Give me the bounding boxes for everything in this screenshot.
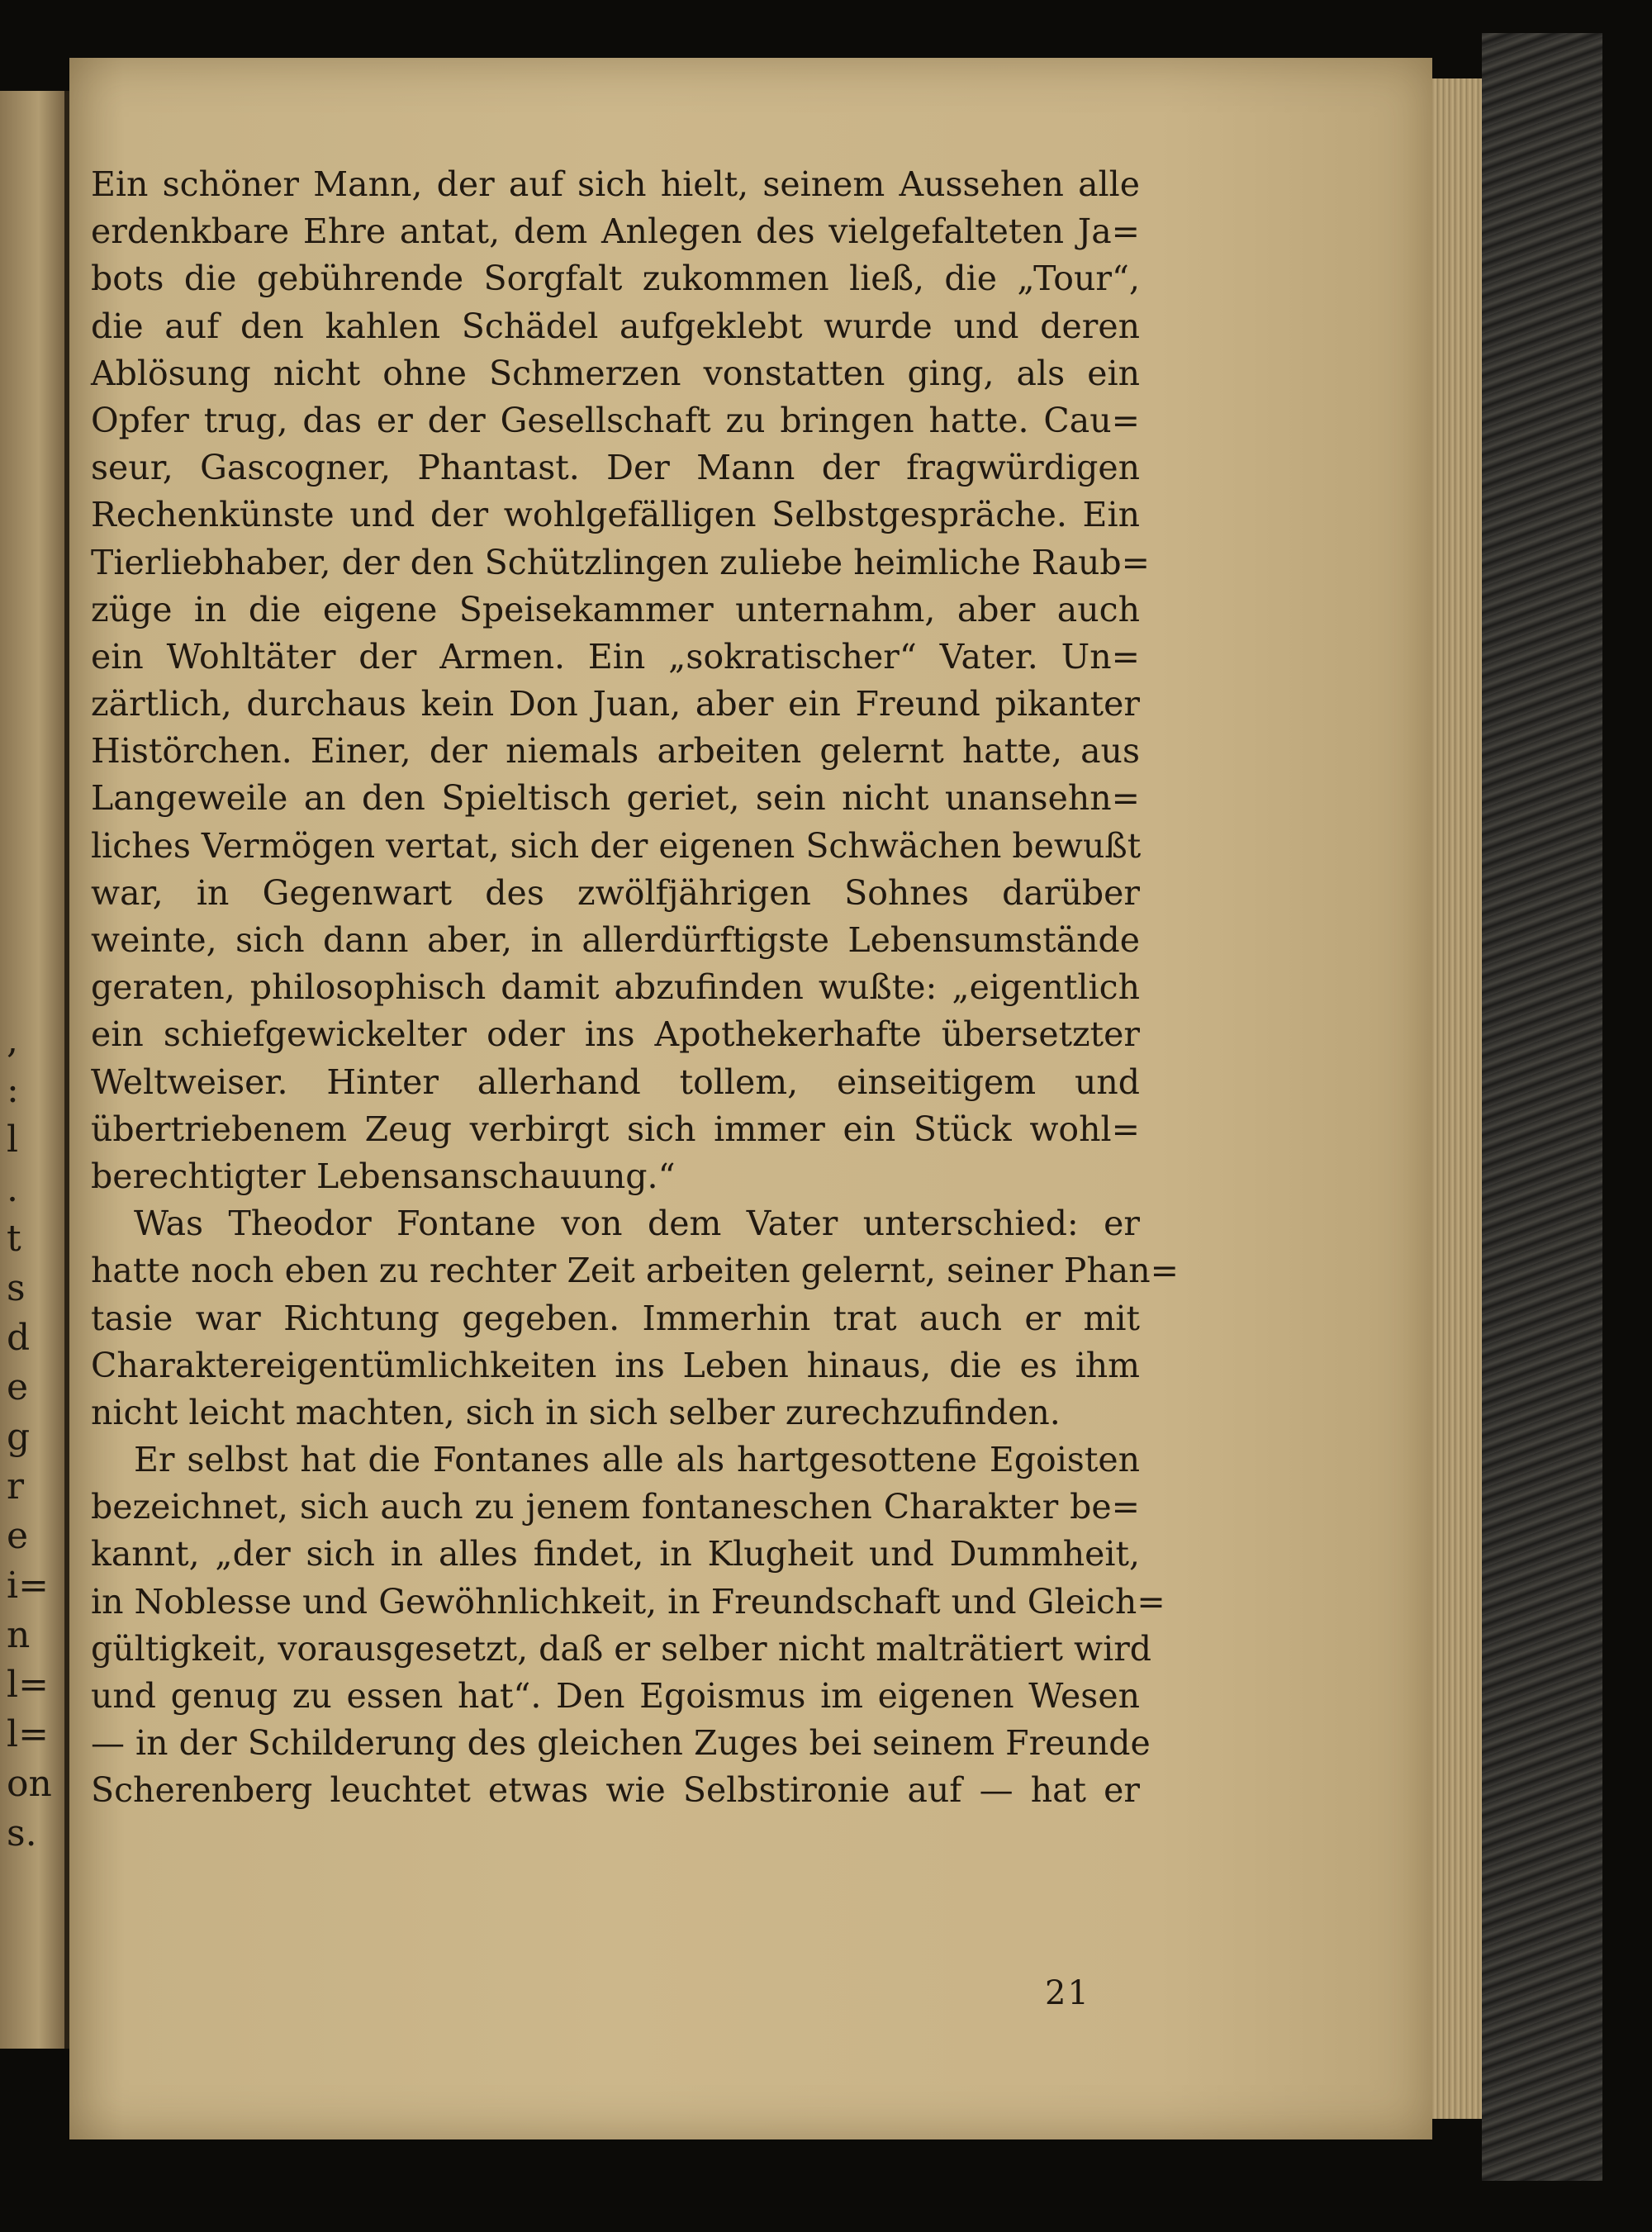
text-line: Rechenkünste und der wohlgefälligen Selbstgespräche. Ein [91,495,1140,535]
book-cover [1482,33,1602,2181]
fragment: l= [7,1713,49,1755]
text-line: Er selbst hat die Fontanes alle als hartgesottene Egoisten [134,1440,1140,1480]
fragment: . [7,1168,18,1210]
text-line: die auf den kahlen Schädel aufgeklebt wurde und deren [91,306,1140,346]
text-line: Langeweile an den Spieltisch geriet, sein nicht unansehn= [91,778,1140,819]
text-line: züge in die eigene Speisekammer unternahm, aber auch [91,589,1140,629]
text-line: erdenkbare Ehre antat, dem Anlegen des vielgefalteten Ja= [91,211,1140,252]
text-line: Ablösung nicht ohne Schmerzen vonstatten ging, als ein [91,353,1140,393]
page-edges [1432,78,1482,2119]
fragment: n [7,1614,31,1656]
fragment: r [7,1465,25,1508]
text-line: hatte noch eben zu rechter Zeit arbeiten gelernt, seiner Phan= [91,1251,1180,1291]
fragment: : [7,1069,19,1111]
fragment: i= [7,1565,49,1607]
text-line: liches Vermögen vertat, sich der eigenen Schwächen bewußt [91,825,1142,866]
text-line: seur, Gascogner, Phantast. Der Mann der fragwürdigen [91,448,1140,488]
text-line: in Noblesse und Gewöhnlichkeit, in Freundschaft und Gleich= [91,1581,1165,1622]
text-line: gültigkeit, vorausgesetzt, daß er selber nicht malträtiert wird [91,1628,1152,1669]
fragment: on [7,1763,52,1805]
fragment: l [7,1118,19,1161]
text-line: ein Wohltäter der Armen. Ein „sokratischer“ Vater. Un= [91,636,1140,677]
text-line: — in der Schilderung des gleichen Zuges bei seinem Freunde [91,1723,1151,1764]
body-text [91,161,1180,1815]
fragment: l= [7,1664,49,1706]
text-line: nicht leicht machten, sich in sich selber zurechzufinden. [91,1392,1061,1432]
fragment: s [7,1267,26,1309]
text-line: und genug zu essen hat“. Den Egoismus im eigenen Wesen [91,1676,1140,1716]
text-line: zärtlich, durchaus kein Don Juan, aber ein Freund pikanter [91,684,1140,724]
fragment: t [7,1218,21,1260]
text-line: Tierliebhaber, der den Schützlingen zuliebe heimliche Raub= [91,542,1151,582]
page-number: 21 [1045,1974,1090,2012]
fragment: g [7,1416,31,1458]
text-line: Scherenberg leuchtet etwas wie Selbstironie auf — hat er [91,1770,1140,1811]
text-line: übertriebenem Zeug verbirgt sich immer ein Stück wohl= [91,1109,1140,1149]
left-page-fragments [7,1016,56,1859]
left-page-edge [0,91,69,2049]
fragment: , [7,1019,18,1061]
text-line: bots die gebührende Sorgfalt zukommen ließ, die „Tour“, [91,259,1140,299]
text-line: war, in Gegenwart des zwölfjährigen Sohnes darüber [91,872,1140,913]
text-line: Was Theodor Fontane von dem Vater unterschied: er [134,1204,1140,1244]
fragment: e [7,1515,29,1557]
fragment: s. [7,1812,37,1854]
text-line: berechtigter Lebensanschauung.“ [91,1156,676,1196]
fragment: d [7,1317,31,1359]
text-line: kannt, „der sich in alles findet, in Klugheit und Dummheit, [91,1534,1140,1574]
text-line: Opfer trug, das er der Gesellschaft zu bringen hatte. Cau= [91,400,1140,440]
text-line: Weltweiser. Hinter allerhand tollem, einseitigem und [91,1061,1140,1102]
text-line: Charaktereigentümlichkeiten ins Leben hinaus, die es ihm [91,1345,1140,1385]
text-line: geraten, philosophisch damit abzufinden wußte: „eigentlich [91,967,1140,1008]
text-line: weinte, sich dann aber, in allerdürftigste Lebensumstände [91,920,1140,960]
text-line: tasie war Richtung gegeben. Immerhin trat auch er mit [91,1298,1140,1338]
text-line: Ein schöner Mann, der auf sich hielt, seinem Aussehen alle [91,164,1140,204]
fragment: e [7,1366,29,1408]
text-line: Histörchen. Einer, der niemals arbeiten gelernt hatte, aus [91,731,1140,772]
text-line: ein schiefgewickelter oder ins Apothekerhafte übersetzter [91,1014,1140,1055]
text-line: bezeichnet, sich auch zu jenem fontaneschen Charakter be= [91,1487,1140,1527]
